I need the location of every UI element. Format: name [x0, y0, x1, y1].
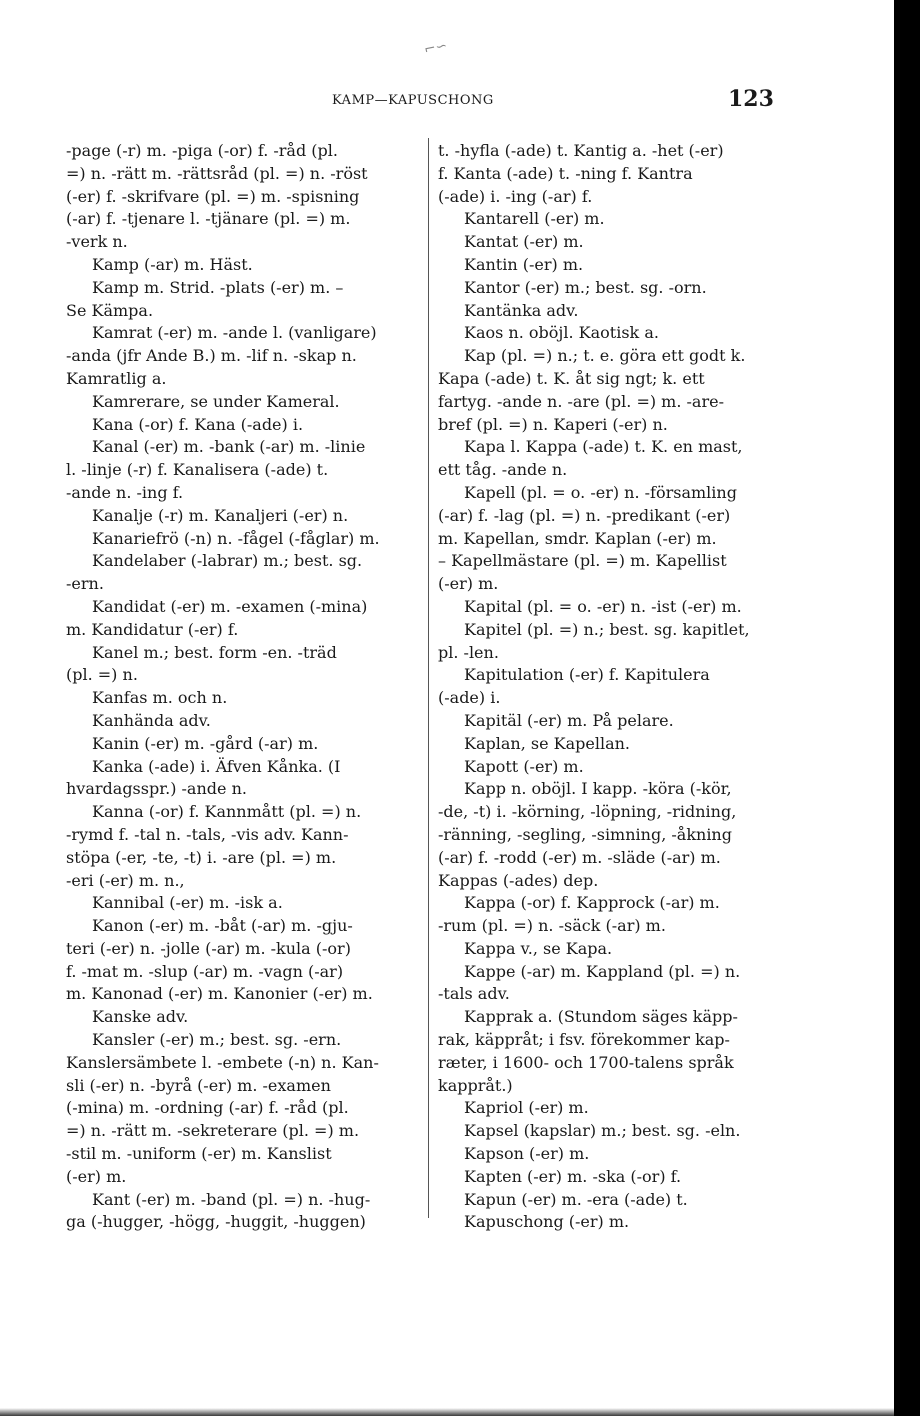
dictionary-line: rak, käppråt; i fsv. förekommer kap- — [438, 1030, 730, 1050]
dictionary-line: (-er) m. — [438, 574, 499, 594]
dictionary-line: f. -mat m. -slup (-ar) m. -vagn (-ar) — [66, 961, 344, 981]
dictionary-line: Kanal (-er) m. -bank (-ar) m. -linie — [92, 437, 366, 457]
dictionary-line: (-er) m. — [66, 1166, 127, 1186]
dictionary-line: fartyg. -ande n. -are (pl. =) m. -are- — [438, 391, 724, 411]
left-column — [66, 140, 422, 1234]
dictionary-line: Kandelaber (-labrar) m.; best. sg. — [92, 551, 363, 571]
dictionary-line: l. -linje (-r) f. Kanalisera (-ade) t. — [66, 460, 329, 480]
dictionary-line: Kappa v., se Kapa. — [464, 938, 613, 958]
dictionary-line: -ande n. -ing f. — [66, 482, 184, 502]
dictionary-line: m. Kanonad (-er) m. Kanonier (-er) m. — [66, 984, 373, 1004]
dictionary-line: Kappa (-or) f. Kapprock (-ar) m. — [464, 893, 720, 913]
dictionary-line: kappråt.) — [438, 1075, 513, 1095]
scan-edge-right — [894, 0, 920, 1416]
dictionary-line: Kapuschong (-er) m. — [464, 1212, 630, 1232]
dictionary-line: -anda (jfr Ande B.) m. -lif n. -skap n. — [66, 346, 357, 366]
dictionary-line: Kapson (-er) m. — [464, 1144, 590, 1164]
dictionary-line: bref (pl. =) n. Kaperi (-er) n. — [438, 414, 668, 434]
dictionary-line: stöpa (-er, -te, -t) i. -are (pl. =) m. — [66, 847, 337, 867]
dictionary-line: hvardagsspr.) -ande n. — [66, 779, 247, 799]
dictionary-line: Kanslersämbete l. -embete (-n) n. Kan- — [66, 1052, 379, 1072]
dictionary-line: (-ar) f. -lag (pl. =) n. -predikant (-er) — [438, 505, 731, 525]
dictionary-line: – Kapellmästare (pl. =) m. Kapellist — [438, 551, 727, 571]
dictionary-line: -page (-r) m. -piga (-or) f. -råd (pl. — [66, 141, 338, 160]
dictionary-line: Kanna (-or) f. Kannmått (pl. =) n. — [92, 802, 362, 822]
dictionary-line: (-ade) i. — [438, 688, 501, 708]
dictionary-line: (-mina) m. -ordning (-ar) f. -råd (pl. — [66, 1098, 349, 1118]
dictionary-line: Kanhända adv. — [92, 710, 211, 730]
dictionary-line: Se Kämpa. — [66, 300, 154, 320]
dictionary-line: Kanalje (-r) m. Kanaljeri (-er) n. — [92, 505, 349, 525]
dictionary-line: Kanin (-er) m. -gård (-ar) m. — [92, 733, 319, 753]
dictionary-line: =) n. -rätt m. -sekreterare (pl. =) m. — [66, 1121, 360, 1141]
page-number: 123 — [728, 86, 774, 112]
dictionary-line: -rum (pl. =) n. -säck (-ar) m. — [438, 916, 666, 936]
dictionary-line: Kapott (-er) m. — [464, 756, 584, 776]
dictionary-line: -verk n. — [66, 232, 128, 252]
dictionary-line: (-ar) f. -tjenare l. -tjänare (pl. =) m. — [66, 209, 351, 229]
scan-edge-bottom — [0, 1408, 894, 1416]
dictionary-line: =) n. -rätt m. -rättsråd (pl. =) n. -röst — [66, 163, 368, 183]
dictionary-line: Kapa l. Kappa (-ade) t. K. en mast, — [464, 437, 743, 457]
pencil-scribble: ⌐∽ — [422, 37, 449, 59]
dictionary-line: Kanka (-ade) i. Äfven Kånka. (I — [92, 756, 341, 776]
dictionary-line: -tals adv. — [438, 984, 510, 1004]
dictionary-line: m. Kapellan, smdr. Kaplan (-er) m. — [438, 528, 717, 548]
dictionary-line: Kantor (-er) m.; best. sg. -orn. — [464, 277, 707, 297]
dictionary-line: Kantarell (-er) m. — [464, 209, 605, 229]
dictionary-line: Kapell (pl. = o. -er) n. -församling — [464, 482, 737, 502]
dictionary-line: Kanske adv. — [92, 1007, 189, 1027]
dictionary-line: Kappas (-ades) dep. — [438, 870, 599, 890]
dictionary-line: Kantin (-er) m. — [464, 254, 584, 274]
dictionary-line: Kant (-er) m. -band (pl. =) n. -hug- — [92, 1189, 371, 1209]
dictionary-line: Kandidat (-er) m. -examen (-mina) — [92, 596, 368, 616]
running-head: KAMP—KAPUSCHONG — [332, 93, 494, 108]
dictionary-line: Kansler (-er) m.; best. sg. -ern. — [92, 1030, 342, 1050]
dictionary-line: ræter, i 1600- och 1700-talens språk — [438, 1052, 734, 1072]
dictionary-line: Kapp n. oböjl. I kapp. -köra (-kör, — [464, 779, 732, 799]
dictionary-line: teri (-er) n. -jolle (-ar) m. -kula (-or) — [66, 938, 351, 958]
dictionary-line: Kaplan, se Kapellan. — [464, 733, 630, 753]
dictionary-line: Kanfas m. och n. — [92, 688, 228, 708]
dictionary-line: ga (-hugger, -högg, -huggit, -huggen) — [66, 1212, 366, 1232]
dictionary-line: (-er) f. -skrifvare (pl. =) m. -spisning — [66, 186, 360, 206]
dictionary-line: pl. -len. — [438, 642, 499, 662]
dictionary-line: ett tåg. -ande n. — [438, 460, 568, 480]
dictionary-line: Kantänka adv. — [464, 300, 579, 320]
dictionary-line: Kannibal (-er) m. -isk a. — [92, 893, 283, 913]
dictionary-line: Kanariefrö (-n) n. -fågel (-fåglar) m. — [92, 528, 380, 548]
dictionary-line: Kapriol (-er) m. — [464, 1098, 589, 1118]
dictionary-line: Kapitäl (-er) m. På pelare. — [464, 710, 674, 730]
dictionary-line: -stil m. -uniform (-er) m. Kanslist — [66, 1144, 332, 1164]
dictionary-line: -ern. — [66, 574, 104, 594]
dictionary-line: Kapa (-ade) t. K. åt sig ngt; k. ett — [438, 368, 705, 388]
dictionary-line: Kamp m. Strid. -plats (-er) m. – — [92, 277, 344, 297]
dictionary-line: Kapitel (pl. =) n.; best. sg. kapitlet, — [464, 619, 750, 639]
dictionary-line: (pl. =) n. — [66, 665, 138, 685]
dictionary-line: Kapten (-er) m. -ska (-or) f. — [464, 1166, 682, 1186]
dictionary-line: t. -hyfla (-ade) t. Kantig a. -het (-er) — [438, 141, 724, 160]
dictionary-line: (-ade) i. -ing (-ar) f. — [438, 186, 593, 206]
dictionary-line: Kanon (-er) m. -båt (-ar) m. -gju- — [92, 916, 353, 936]
dictionary-line: Kamrerare, se under Kameral. — [92, 391, 340, 411]
dictionary-line: Kamp (-ar) m. Häst. — [92, 254, 253, 274]
dictionary-line: -eri (-er) m. n., — [66, 870, 185, 890]
dictionary-line: m. Kandidatur (-er) f. — [66, 619, 239, 639]
dictionary-line: -ränning, -segling, -simning, -åkning — [438, 824, 732, 844]
dictionary-line: Kapital (pl. = o. -er) n. -ist (-er) m. — [464, 596, 742, 616]
dictionary-line: Kapsel (kapslar) m.; best. sg. -eln. — [464, 1121, 741, 1141]
dictionary-line: (-ar) f. -rodd (-er) m. -släde (-ar) m. — [438, 847, 721, 867]
dictionary-line: Kantat (-er) m. — [464, 232, 584, 252]
dictionary-line: f. Kanta (-ade) t. -ning f. Kantra — [438, 163, 693, 183]
dictionary-line: Kapun (-er) m. -era (-ade) t. — [464, 1189, 688, 1209]
dictionary-line: Kamratlig a. — [66, 368, 167, 388]
dictionary-line: Kanel m.; best. form -en. -träd — [92, 642, 337, 662]
dictionary-line: Kaos n. oböjl. Kaotisk a. — [464, 323, 659, 343]
right-column — [438, 140, 792, 1234]
column-divider — [428, 138, 429, 1218]
dictionary-line: -rymd f. -tal n. -tals, -vis adv. Kann- — [66, 824, 349, 844]
dictionary-line: Kappe (-ar) m. Kappland (pl. =) n. — [464, 961, 741, 981]
dictionary-line: Kap (pl. =) n.; t. e. göra ett godt k. — [464, 346, 746, 366]
dictionary-line: sli (-er) n. -byrå (-er) m. -examen — [66, 1075, 331, 1095]
dictionary-line: Kapitulation (-er) f. Kapitulera — [464, 665, 710, 685]
dictionary-line: Kana (-or) f. Kana (-ade) i. — [92, 414, 304, 434]
dictionary-line: -de, -t) i. -körning, -löpning, -ridning, — [438, 802, 737, 822]
dictionary-line: Kapprak a. (Stundom säges käpp- — [464, 1007, 738, 1027]
dictionary-line: Kamrat (-er) m. -ande l. (vanligare) — [92, 323, 377, 343]
